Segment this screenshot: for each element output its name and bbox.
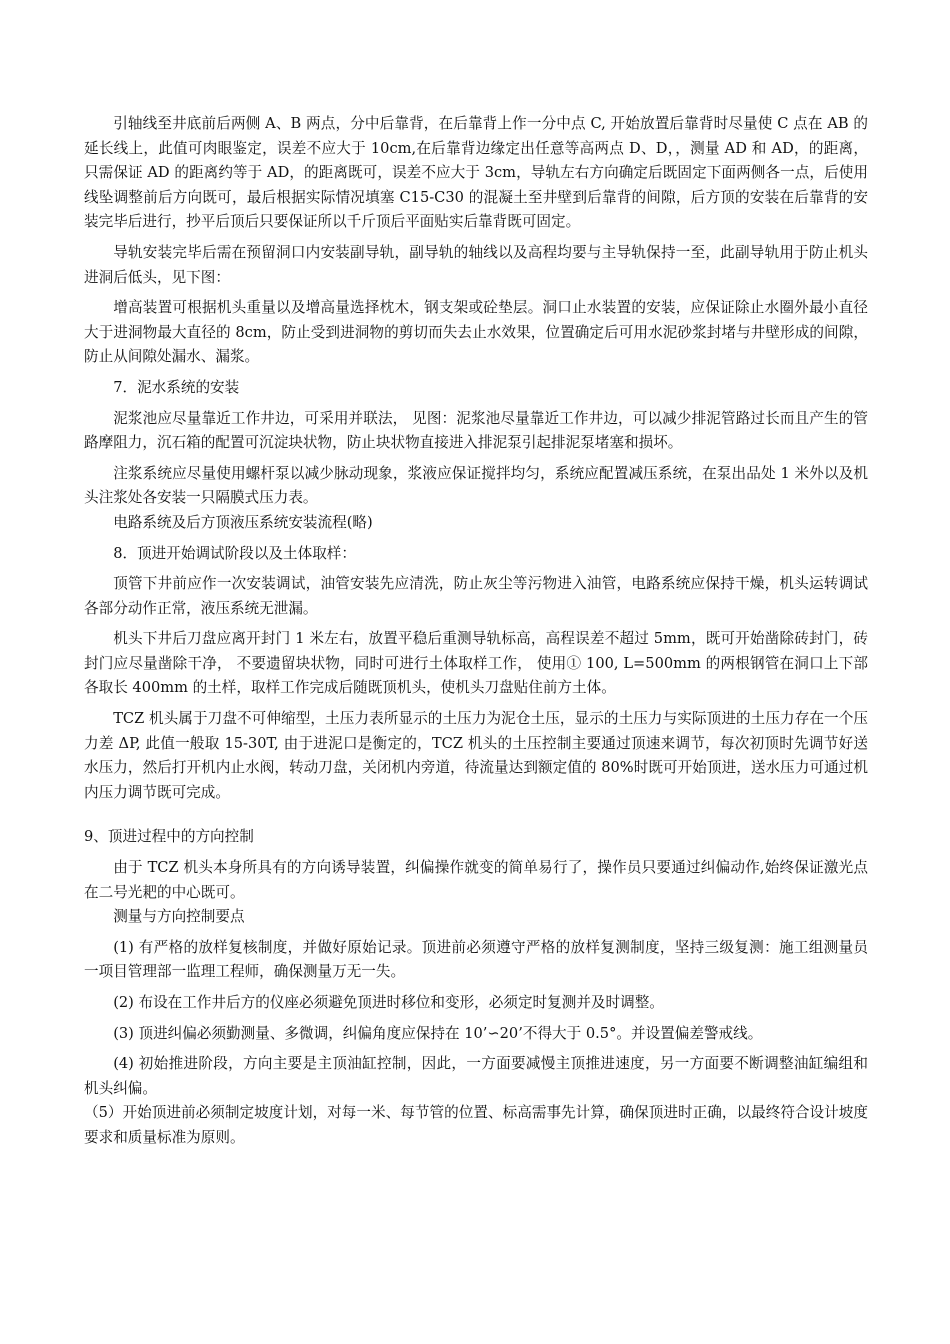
paragraph-backrest-install: 引轴线至井底前后两侧 A、B 两点，分中后靠背，在后靠背上作一分中点 C, 开始放置后靠背时尽量使 C 点在 AB 的延长线上，此值可肉眼鉴定，误差不应大于 10cm,在后靠背边缘定出任意等高两点 D、D，，测量 AD 和 AD，的距离，只需保证 AD 的距离约等于 AD，的距离既可，误差不应大于 3cm，导轨左右方向确定后既固定下面两侧各一点，后使用线坠调整前后方向既可，最后根据实际情况填塞 C15-C30 的混凝土至井壁到后靠背的间隙，后方顶的安装在后靠背的安装完毕后进行，抄平后顶后只要保证所以千斤顶后平面贴实后靠背既可固定。 [84, 115, 868, 231]
heading-debugging-sampling: 8．顶进开始调试阶段以及土体取样： [113, 544, 356, 562]
heading-direction-control: 9、顶进过程中的方向控制 [84, 828, 254, 846]
list-item-3: (3) 顶进纠偏必须勤测量、多微调，纠偏角度应保持在 10’∽20’不得大于 0.5°。并设置偏差警戒线。 [113, 1024, 763, 1042]
heading-measurement-points: 测量与方向控制要点 [113, 908, 245, 926]
paragraph-tcz-earth-pressure: TCZ 机头属于刀盘不可伸缩型，土压力表所显示的土压力为泥仓土压，显示的土压力与实际顶进的土压力存在一个压力差 ΔP, 此值一般取 15-30T, 由于进泥口是衡定的，TCZ 机头的土压控制主要通过顶速来调节，每次初顶时先调节好送水压力，然后打开机内止水阀，转动刀盘，关闭机内旁道，待流量达到额定值的 80%时既可开始顶进，送水压力可通过机内压力调节既可完成。 [84, 710, 868, 801]
heading-slurry-system: 7．泥水系统的安装 [113, 378, 240, 396]
list-item-4: (4) 初始推进阶段，方向主要是主顶油缸控制，因此，一方面要减慢主顶推进速度，另一方面要不断调整油缸编组和机头纠偏。 [84, 1055, 868, 1097]
list-item-1: (1) 有严格的放样复核制度，并做好原始记录。顶进前必须遵守严格的放样复测制度，坚持三级复测：施工组测量员一项目管理部一监理工程师，确保测量万无一失。 [84, 938, 868, 981]
paragraph-cutterhead-position: 机头下井后刀盘应离开封门 1 米左右，放置平稳后重测导轨标高，高程误差不超过 5mm，既可开始凿除砖封门，砖封门应尽量凿除干净， 不要遗留块状物，同时可进行土体取样工作， 使用① 100, L=500mm 的两根钢管在洞口上下部各取长 400mm 的土样，取样工作完成后随既顶机头，使机头刀盘贴住前方土体。 [84, 630, 868, 697]
document-body [84, 112, 868, 1151]
list-item-2: (2) 布设在工作井后方的仪座必须避免顶进时移位和变形，必须定时复测并及时调整。 [113, 994, 664, 1011]
paragraph-raising-device: 增高装置可根据机头重量以及增高量选择枕木，钢支架或砼垫层。洞口止水装置的安装，应保证除止水圈外最小直径大于进洞物最大直径的 8cm，防止受到进洞物的剪切而失去止水效果，位置确定后可用水泥砂浆封堵与井壁形成的间隙，防止从间隙处漏水、漏浆。 [84, 299, 868, 366]
paragraph-tcz-guidance: 由于 TCZ 机头本身所具有的方向诱导装置，纠偏操作就变的简单易行了，操作员只要通过纠偏动作,始终保证激光点在二号光耙的中心既可。 [84, 859, 868, 901]
paragraph-auxiliary-rail: 导轨安装完毕后需在预留洞口内安装副导轨，副导轨的轴线以及高程均要与主导轨保持一至，此副导轨用于防止机头进洞后低头，见下图： [84, 243, 868, 286]
paragraph-grouting-system: 注浆系统应尽量使用螺杆泵以减少脉动现象，浆液应保证搅拌均匀，系统应配置减压系统，在泵出品处 1 米外以及机头注浆处各安装一只隔膜式压力表。 [84, 464, 868, 507]
list-item-5: （5）开始顶进前必须制定坡度计划，对每一米、每节管的位置、标高需事先计算，确保顶进时正确，以最终符合设计坡度要求和质量标准为原则。 [84, 1104, 868, 1146]
paragraph-electrical-system: 电路系统及后方顶液压系统安装流程(略) [113, 513, 373, 531]
paragraph-install-debug: 顶管下井前应作一次安装调试，油管安装先应清洗，防止灰尘等污物进入油管，电路系统应保持干燥，机头运转调试各部分动作正常，液压系统无泄漏。 [84, 575, 868, 617]
paragraph-mud-pool: 泥浆池应尽量靠近工作井边，可采用并联法， 见图：泥浆池尽量靠近工作井边，可以减少排泥管路过长而且产生的管路摩阻力，沉石箱的配置可沉淀块状物，防止块状物直接进入排泥泵引起排泥泵堵塞和损坏。 [84, 409, 868, 452]
